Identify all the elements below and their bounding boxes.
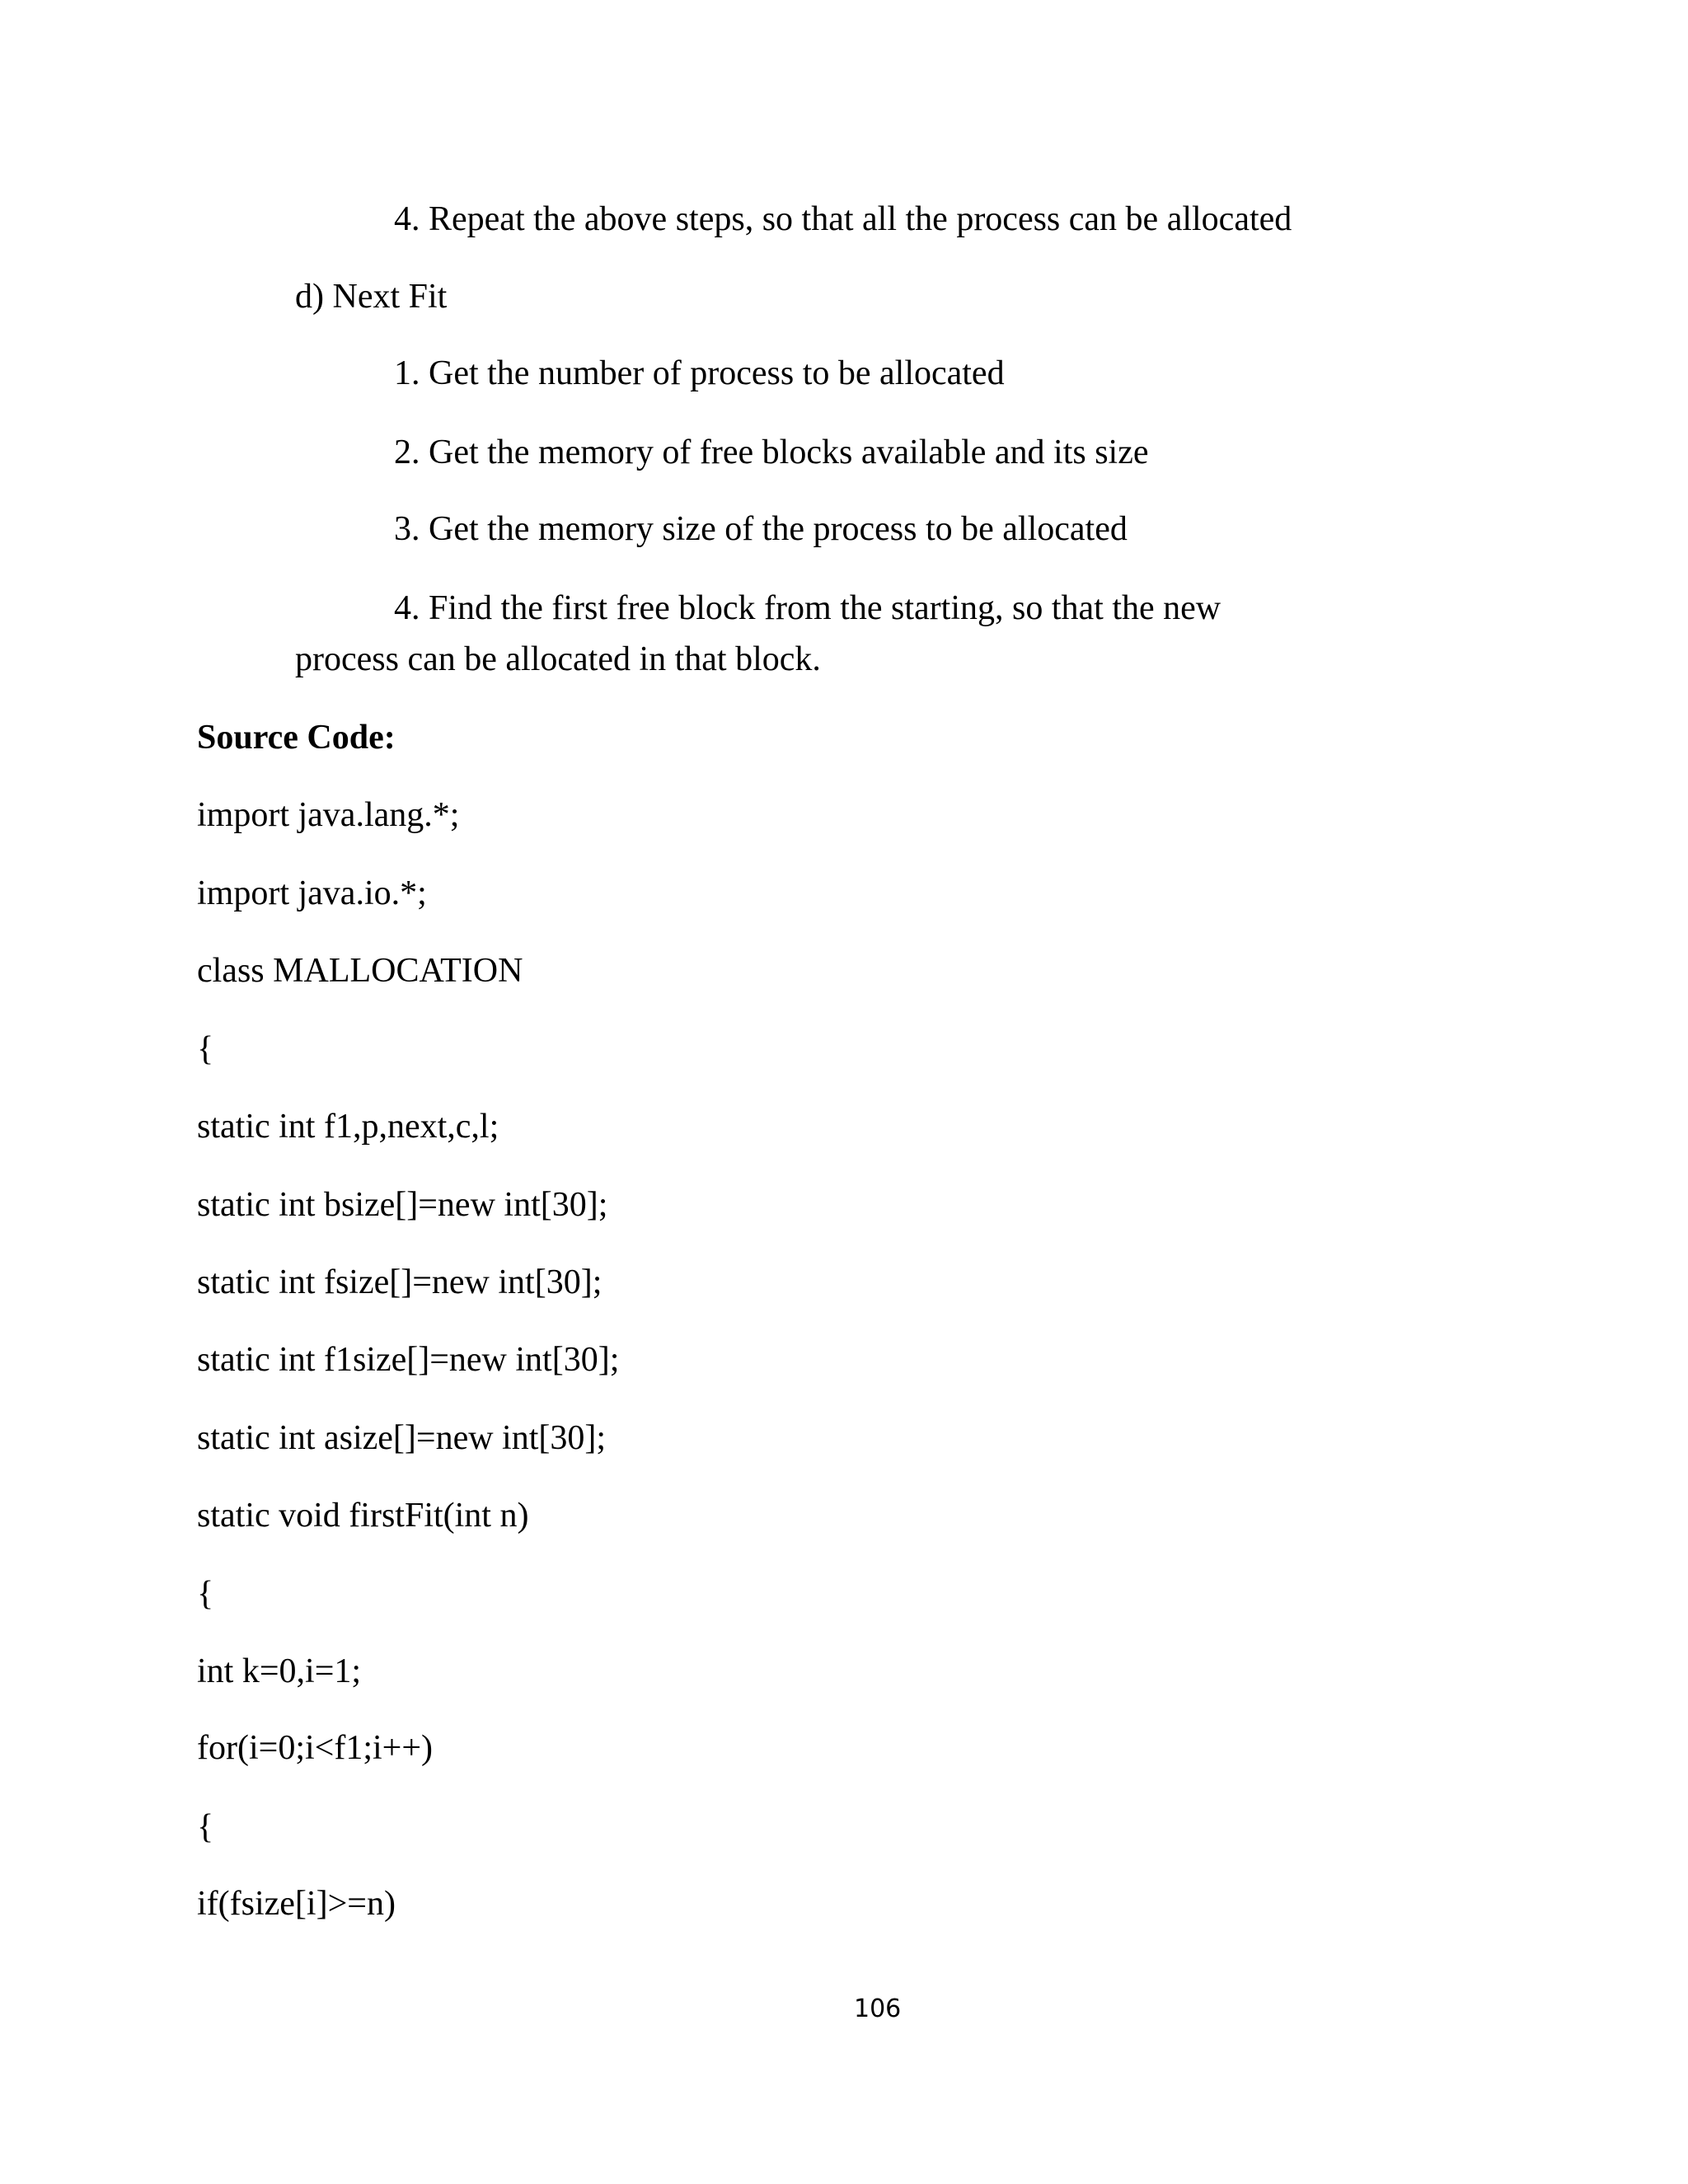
code-line: for(i=0;i<f1;i++): [197, 1729, 434, 1767]
next-fit-step-2: 2. Get the memory of free blocks available and its size: [394, 434, 1149, 471]
code-line: {: [197, 1575, 214, 1613]
page-number: 106: [854, 1994, 902, 2023]
code-line: {: [197, 1808, 214, 1846]
source-code-heading: Source Code:: [197, 719, 396, 757]
code-line: if(fsize[i]>=n): [197, 1885, 396, 1923]
code-line: static int bsize[]=new int[30];: [197, 1186, 608, 1224]
code-line: {: [197, 1030, 214, 1068]
code-line: int k=0,i=1;: [197, 1652, 362, 1690]
code-line: class MALLOCATION: [197, 952, 523, 990]
code-line: import java.io.*;: [197, 874, 427, 912]
code-line: static int fsize[]=new int[30];: [197, 1263, 603, 1301]
next-fit-step-3: 3. Get the memory size of the process to be allocated: [394, 510, 1128, 548]
next-fit-step-4-continued: process can be allocated in that block.: [295, 640, 821, 678]
code-line: static void firstFit(int n): [197, 1497, 529, 1535]
next-fit-step-4: 4. Find the first free block from the starting, so that the new: [394, 589, 1221, 627]
step-repeat: 4. Repeat the above steps, so that all the process can be allocated: [394, 200, 1292, 238]
code-line: static int asize[]=new int[30];: [197, 1419, 607, 1457]
code-line: static int f1size[]=new int[30];: [197, 1341, 620, 1379]
code-line: static int f1,p,next,c,l;: [197, 1108, 499, 1146]
next-fit-step-1: 1. Get the number of process to be allocated: [394, 354, 1005, 392]
next-fit-heading: d) Next Fit: [295, 278, 448, 316]
code-line: import java.lang.*;: [197, 796, 460, 834]
